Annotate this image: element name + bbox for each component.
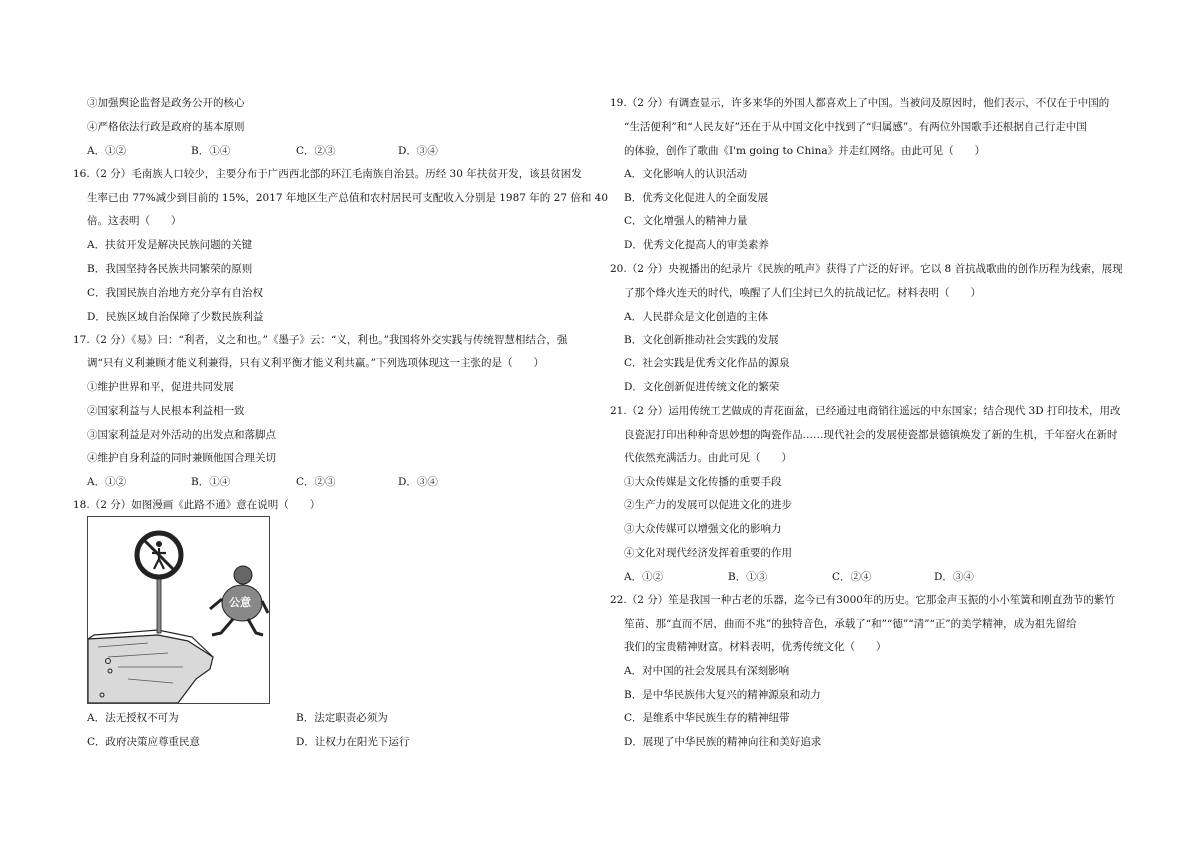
q22-stem-line-3: 我们的宝贵精神财富。材料表明，优秀传统文化（ ） — [624, 641, 887, 653]
q17-stem-line-2: 调“只有义利兼顾才能义利兼得，只有义利平衡才能义利共赢。”下列选项体现这一主张的是（ ） — [87, 357, 544, 369]
q21-stem-line-3: 代依然充满活力。由此可见（ ） — [624, 452, 792, 464]
q19-stem-line-2: “生活便利”和“人民友好”还在于从中国文化中找到了“归属感”。有两位外国歌手还根据自己行走中国 — [624, 121, 1087, 133]
q19-option-d[interactable]: D．优秀文化提高人的审美素养 — [624, 239, 769, 251]
q21-stem-line-2: 良瓷泥打印出种种奇思妙想的陶瓷作品……现代社会的发展使瓷都景德镇焕发了新的生机，千年窑火在新时 — [624, 429, 1118, 441]
q18-option-d[interactable]: D．让权力在阳光下运行 — [296, 736, 410, 748]
q21-option-c[interactable]: C．②④ — [832, 571, 872, 583]
q18-option-b[interactable]: B．法定职责必须为 — [296, 712, 388, 724]
q17-statement-2: ②国家利益与人民根本利益相一致 — [87, 405, 245, 417]
q17-option-b[interactable]: B．①④ — [191, 476, 231, 488]
q22-option-a[interactable]: A．对中国的社会发展具有深刻影响 — [624, 665, 790, 677]
q22-option-d[interactable]: D．展现了中华民族的精神向往和美好追求 — [624, 736, 822, 748]
q18-stem: 18.（2 分）如图漫画《此路不通》意在说明（ ） — [73, 499, 321, 511]
q19-option-a[interactable]: A．文化影响人的认识活动 — [624, 168, 748, 180]
q18-option-c[interactable]: C．政府决策应尊重民意 — [87, 736, 201, 748]
q20-option-c[interactable]: C．社会实践是优秀文化作品的源泉 — [624, 357, 790, 369]
q17-statement-4: ④维护自身利益的同时兼顾他国合理关切 — [87, 452, 276, 464]
cartoon-drawing — [88, 517, 269, 703]
q17-statement-3: ③国家利益是对外活动的出发点和落脚点 — [87, 429, 276, 441]
q17-option-c[interactable]: C．②③ — [296, 476, 336, 488]
q16-stem-line-1: 16.（2 分）毛南族人口较少，主要分布于广西西北部的环江毛南族自治县。历经 30 年扶贫开发，该县贫困发 — [73, 168, 582, 180]
q22-stem-line-2: 笙苗、那“直而不居，曲而不兆”的独特音色，承载了“和”“德”“清”“正”的美学精神，成为祖先留给 — [624, 618, 1077, 630]
q16-stem-line-2: 生率已由 77%减少到目前的 15%，2017 年地区生产总值和农村居民可支配收入分别是 1987 年的 27 倍和 40 — [87, 192, 609, 204]
q15-statement-4: ④严格依法行政是政府的基本原则 — [87, 121, 245, 133]
q18-option-a[interactable]: A．法无授权不可为 — [87, 712, 179, 724]
q15-option-b[interactable]: B．①④ — [191, 145, 231, 157]
q16-stem-line-3: 倍。这表明（ ） — [87, 215, 182, 227]
q22-option-b[interactable]: B．是中华民族伟大复兴的精神源泉和动力 — [624, 689, 821, 701]
q21-stem-line-1: 21.（2 分）运用传统工艺做成的青花面盆，已经通过电商销往遥远的中东国家；结合现代 3D 打印技术，用改 — [610, 405, 1121, 417]
q17-option-d[interactable]: D．③④ — [398, 476, 438, 488]
q19-stem-line-3: 的体验，创作了歌曲《I'm going to China》并走红网络。由此可见（ ） — [624, 145, 986, 157]
cartoon-character-label: 公意 — [229, 596, 251, 609]
q16-option-c[interactable]: C．我国民族自治地方充分享有自治权 — [87, 287, 264, 299]
q21-statement-4: ④文化对现代经济发挥着重要的作用 — [624, 547, 792, 559]
q17-statement-1: ①维护世界和平，促进共同发展 — [87, 381, 234, 393]
q20-stem-line-1: 20.（2 分）央视播出的纪录片《民族的吼声》获得了广泛的好评。它以 8 首抗战歌曲的创作历程为线索，展现 — [610, 263, 1123, 275]
q22-option-c[interactable]: C．是维系中华民族生存的精神纽带 — [624, 712, 790, 724]
q16-option-a[interactable]: A．扶贫开发是解决民族问题的关键 — [87, 239, 253, 251]
q22-stem-line-1: 22.（2 分）笙是我国一种古老的乐器，迄今已有3000年的历史。它那金声玉振的小小笙簧和刚直劲节的紫竹 — [610, 594, 1115, 606]
q15-option-a[interactable]: A．①② — [87, 145, 127, 157]
q21-option-d[interactable]: D．③④ — [934, 571, 974, 583]
q15-statement-3: ③加强舆论监督是政务公开的核心 — [87, 97, 245, 109]
q21-option-b[interactable]: B．①③ — [728, 571, 768, 583]
q16-option-d[interactable]: D．民族区域自治保障了少数民族利益 — [87, 311, 264, 323]
q21-statement-1: ①大众传媒是文化传播的重要手段 — [624, 476, 782, 488]
q21-statement-3: ③大众传媒可以增强文化的影响力 — [624, 523, 782, 535]
q20-option-d[interactable]: D．文化创新促进传统文化的繁荣 — [624, 381, 780, 393]
q20-stem-line-2: 了那个烽火连天的时代，唤醒了人们尘封已久的抗战记忆。材料表明（ ） — [624, 287, 981, 299]
q19-option-c[interactable]: C．文化增强人的精神力量 — [624, 215, 748, 227]
q17-stem-line-1: 17.（2 分）《易》曰：“利者，义之和也。”《墨子》云：“义，利也。”我国将外交实践与传统智慧相结合，强 — [73, 334, 568, 346]
q19-stem-line-1: 19.（2 分）有调查显示，许多来华的外国人都喜欢上了中国。当被问及原因时，他们表示，不仅在于中国的 — [610, 97, 1110, 109]
q16-option-b[interactable]: B．我国坚持各民族共同繁荣的原则 — [87, 263, 253, 275]
q21-option-a[interactable]: A．①② — [624, 571, 664, 583]
cartoon-image — [87, 516, 270, 704]
q15-option-c[interactable]: C．②③ — [296, 145, 336, 157]
q17-option-a[interactable]: A．①② — [87, 476, 127, 488]
q21-statement-2: ②生产力的发展可以促进文化的进步 — [624, 499, 792, 511]
q20-option-b[interactable]: B．文化创新推动社会实践的发展 — [624, 334, 779, 346]
q15-option-d[interactable]: D．③④ — [398, 145, 438, 157]
q20-option-a[interactable]: A．人民群众是文化创造的主体 — [624, 311, 769, 323]
q19-option-b[interactable]: B．优秀文化促进人的全面发展 — [624, 192, 769, 204]
